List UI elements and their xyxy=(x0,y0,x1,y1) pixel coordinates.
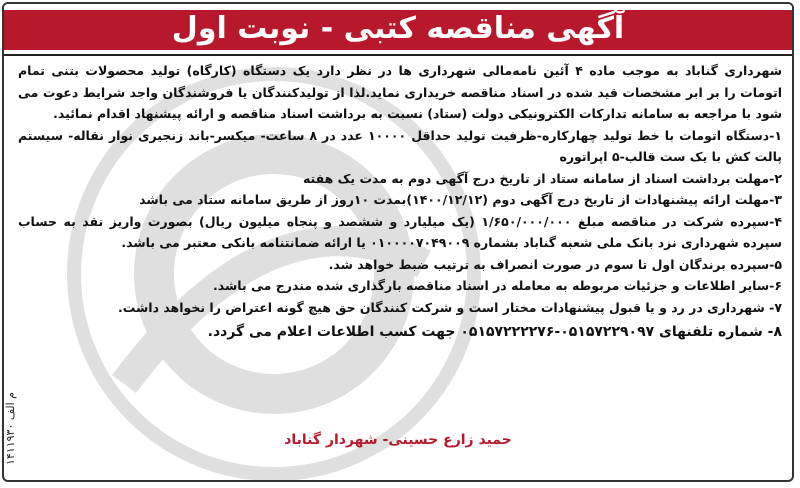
item-3: ۳-مهلت ارائه پیشنهادات از تاریخ درج آگهی دوم (۱۴۰۰/۱۲/۱۲)بمدت ۱۰روز از طریق سامانه ستاد می باشد xyxy=(139,192,782,207)
ad-code: م الف ۱۴۱۱۹۳۰ xyxy=(4,392,17,466)
intro-paragraph: شهرداری گناباد به موجب ماده ۴ آئین نامه‌مالی شهرداری ها در نظر دارد یک دستگاه (کارگاه) تولید محصولات بتنی تمام اتومات را بر ابر مشخصات قید شده در اسناد مناقصه خریداری نماید.لذا از تولیدکنندگان یا فروشندگان واجد شرایط دعوت می شود با مراجعه به سامانه تدارکات الکترونیکی دولت (ستاد) نسبت به برداشت اسناد مناقصه و ارائه پیشنهاد اقدام نمائید. xyxy=(18,63,782,121)
title-banner xyxy=(4,4,792,56)
item-5: ۵-سپرده برندگان اول تا سوم در صورت انصراف به ترتیب ضبط خواهد شد. xyxy=(328,256,782,272)
announcement-frame xyxy=(2,2,794,482)
announcement-title: آگهی مناقصه کتبی - نوبت اول xyxy=(171,11,625,46)
item-1: ۱-دستگاه اتومات با خط تولید چهارکاره-ظرفیت تولید حداقل ۱۰۰۰۰ عدد در ۸ ساعت- میکسر-باند زنجیری نوار نقاله- سیستم پالت کش با یک ست قالب-۵ اپراتوره xyxy=(18,127,783,164)
item-6: ۶-سایر اطلاعات و جزئیات مربوطه به معامله در اسناد مناقصه بارگذاری شده مندرج می باشد. xyxy=(213,278,782,293)
item-4: ۴-سپرده شرکت در مناقصه مبلغ ۱/۶۵۰/۰۰۰/۰۰۰ (یک میلیارد و ششصد و پنجاه میلیون ریال) بصورت واریز نقد به حساب سپرده شهرداری نزد بانک ملی شعبه گناباد بشماره ۰۱۰۰۰۰۷۰۴۹۰۰۹ یا ارائه ضمانتنامه بانکی معتبر می باشد. xyxy=(18,213,782,250)
item-2: ۲-مهلت برداشت اسناد از سامانه ستاد از تاریخ درج آگهی دوم به مدت یک هفته xyxy=(302,170,782,186)
signature: حمید زارع حسینی- شهردار گناباد xyxy=(284,432,512,448)
item-7: ۷- شهرداری در رد و یا قبول پیشنهادات مختار است و شرکت کنندگان حق هیچ گونه اعتراض را نخواهد داشت. xyxy=(118,299,782,315)
announcement-body xyxy=(18,60,782,344)
item-8-phone-numbers: ۸- شماره تلفنهای ۰۵۱۵۷۲۲۹۰۹۷-۰۵۱۵۷۲۲۲۲۷۶ جهت کسب اطلاعات اعلام می گردد. xyxy=(207,324,782,340)
